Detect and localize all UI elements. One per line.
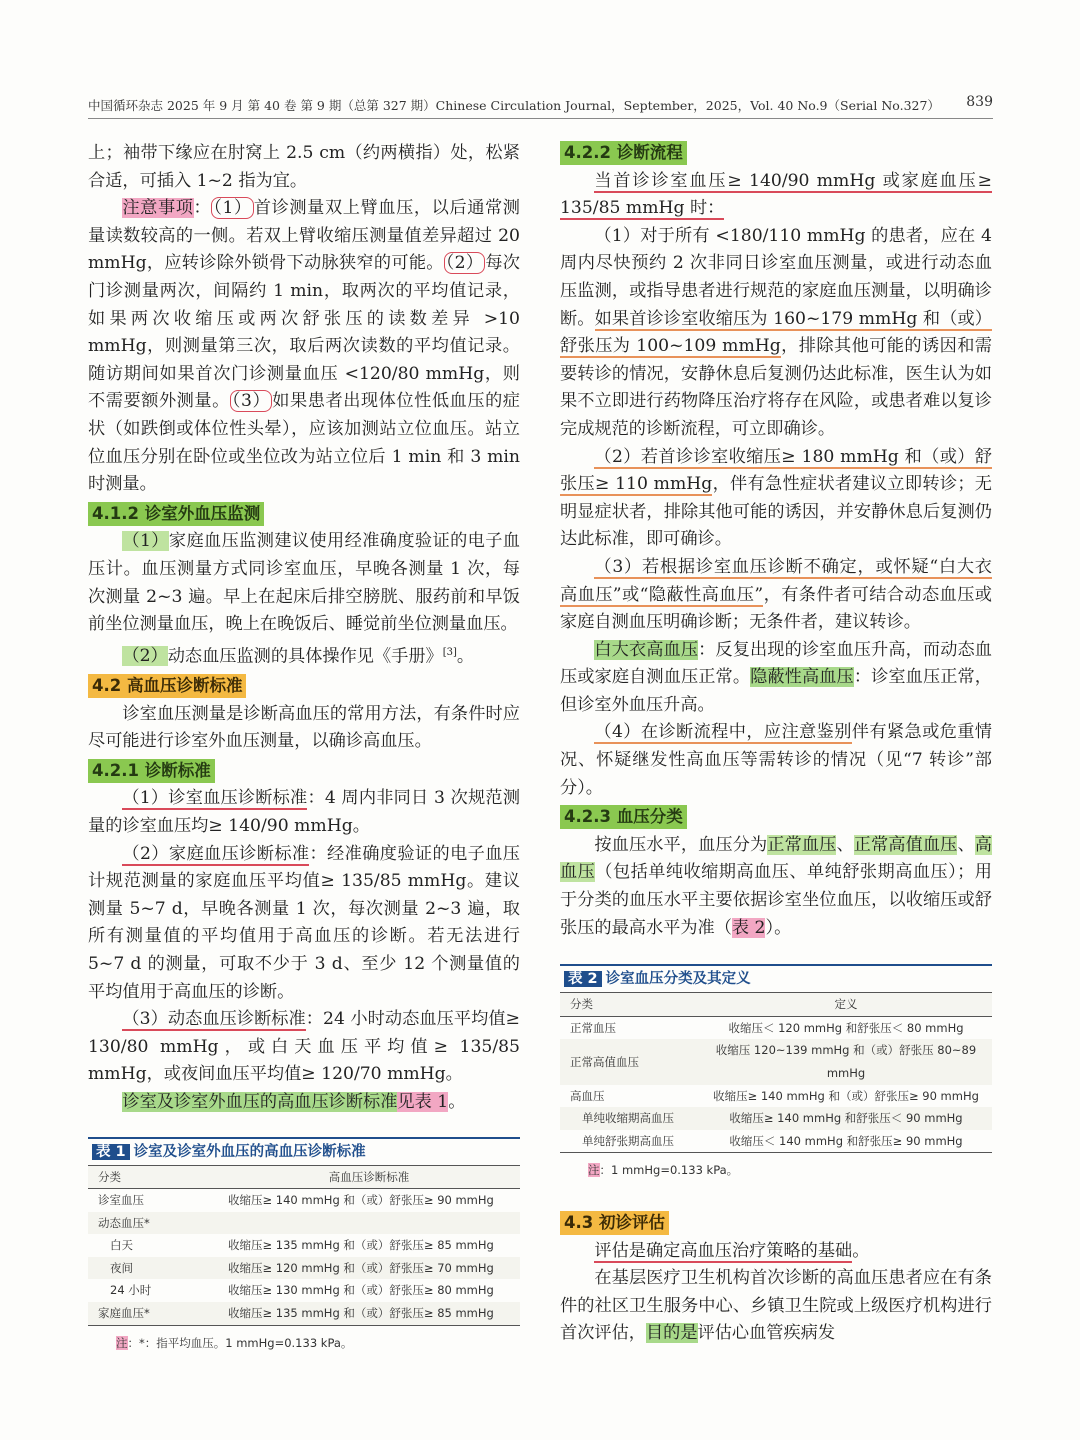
table-note	[88, 1326, 520, 1358]
paragraph	[560, 832, 992, 942]
text: 。	[456, 646, 475, 667]
table-row	[88, 1279, 520, 1302]
table-row	[560, 1085, 992, 1108]
text: ，伴有急性症状者建议立即转诊；无明显症状者，排除其他可能的诱因，并安静休息后复测仍达此标准，即可确诊。	[560, 474, 992, 550]
paragraph	[88, 785, 520, 840]
table-cell: 正常血压	[570, 1020, 616, 1035]
text: 家庭血压监测建议使用经准确度验证的电子血压计。血压测量方式同诊室血压，早晚各测量 1 次，每次测量 2~3 遍。早上在起床后排空膀胱、服药前和早饭前坐位测量血压，晚上在晚饭后、睡觉前坐位测量血压。	[88, 531, 520, 635]
table-caption	[88, 1137, 520, 1165]
paragraph	[88, 528, 520, 638]
left-column	[88, 140, 520, 1357]
term: 隐蔽性高血压	[750, 667, 854, 688]
text: 如果患者出现体位性低血压的症状（如跌倒或体位性头晕），应该加测站立位血压。站立位血压分别在卧位或坐位改为站立位后 1 min 和 3 min 时测量。	[88, 391, 520, 495]
text: 伴有紧急或危重情况、怀疑继发性高血压等需转诊的情况（见“7 转诊”部分）。	[560, 722, 992, 798]
text: 动态血压监测的具体操作见《手册》	[167, 646, 443, 667]
highlight: 诊室及诊室外血压的高血压诊断标准	[122, 1091, 398, 1112]
criterion-label: （2）家庭血压诊断标准	[122, 843, 310, 864]
paragraph: 诊室血压测量是诊断高血压的常用方法，有条件时应尽可能进行诊室外血压测量，以确诊高血压。	[88, 703, 520, 752]
table-row	[560, 1107, 992, 1130]
table	[88, 1165, 520, 1326]
table-cell	[218, 1212, 520, 1235]
underlined-text: （4）在诊断流程中，应注意鉴别	[594, 722, 852, 743]
section-heading-4-3: 4.3 初诊评估	[560, 1211, 669, 1235]
item-number: （1）	[213, 198, 252, 219]
text: ：经准确度验证的电子血压计规范测量的家庭血压平均值≥ 135/85 mmHg。建议测量 5~7 d，早晚各测量 1 次，每次测量 2~3 遍，取所有测量值的平均值用于高血压的诊断。若无法进行 5~7 d 的测量，可取不少于 3 d、至少 12 个测量值的平均值用于高血压的诊断。	[88, 843, 520, 1002]
table-reference: 见表 1	[397, 1091, 449, 1112]
term: 目的是	[645, 1323, 698, 1344]
text: ：诊室血压正常，但诊室外血压升高。	[560, 667, 992, 715]
table-cell: 动态血压*	[88, 1212, 218, 1235]
note-text: ：*：指平均血压。1 mmHg=0.133 kPa。	[127, 1335, 353, 1350]
table-row	[88, 1257, 520, 1280]
column-header: 分类	[560, 993, 700, 1017]
table-cell: 收缩压≥ 135 mmHg 和（或）舒张压≥ 85 mmHg	[218, 1302, 520, 1325]
section-heading-4-2-2: 4.2.2 诊断流程	[560, 141, 687, 165]
text: ，有条件者可结合动态血压或家庭自测血压明确诊断；无条件者，建议转诊。	[560, 584, 992, 633]
table-reference: 表 2	[731, 917, 766, 938]
table-cell: 诊室血压	[98, 1193, 144, 1208]
table-cell: 收缩压≥ 140 mmHg 和舒张压＜ 90 mmHg	[700, 1107, 992, 1130]
table-cell: 高血压	[570, 1088, 605, 1103]
paragraph	[560, 1238, 992, 1266]
table-row	[560, 1016, 992, 1039]
table-row	[88, 1302, 520, 1325]
term: 白大衣高血压	[594, 639, 699, 660]
section-heading-4-2-1: 4.2.1 诊断标准	[88, 759, 215, 783]
table-row	[88, 1212, 520, 1235]
criterion-label: （3）动态血压诊断标准	[122, 1009, 306, 1030]
table-title: 诊室血压分类及其定义	[605, 971, 751, 988]
underlined-text: 当首诊诊室血压≥ 140/90 mmHg 或家庭血压≥ 135/85 mmHg 时：	[560, 170, 992, 219]
text: ，排除其他可能的诱因和需要转诊的情况，安静休息后复测仍达此标准，医生认为如果不立即进行药物降压治疗将存在风险，或患者难以复诊完成规范的诊断流程，可立即确诊。	[560, 336, 992, 439]
table-cell: 收缩压≥ 135 mmHg 和（或）舒张压≥ 85 mmHg	[228, 1238, 494, 1253]
item-number: （2）	[122, 646, 168, 667]
paragraph	[560, 637, 992, 720]
table-row	[88, 1234, 520, 1257]
paragraph	[88, 1006, 520, 1089]
precautions-label: 注意事项	[122, 198, 194, 219]
running-header	[88, 96, 993, 119]
paragraph	[560, 554, 992, 637]
table-title: 诊室及诊室外血压的高血压诊断标准	[133, 1143, 366, 1160]
table-cell: 夜间	[88, 1257, 218, 1280]
paragraph	[88, 639, 520, 671]
item-number: （2）	[445, 253, 484, 274]
paragraph	[560, 444, 992, 554]
table-cell: 家庭血压*	[88, 1302, 218, 1325]
text: 每次门诊测量两次，间隔约 1 min，取两次的平均值记录，如果两次收缩压或两次舒张压的读数差异 >10 mmHg，则测量第三次，取后两次读数的平均值记录。随访期间如果首次门诊测量血压 <120/80 mmHg，则不需要额外测量。	[88, 253, 520, 412]
section-heading-4-2-3: 4.2.3 血压分类	[560, 805, 687, 829]
text: ：4 周内非同日 3 次规范测量的诊室血压均≥ 140/90 mmHg。	[88, 788, 521, 836]
paragraph	[560, 168, 992, 223]
reference: [3]	[442, 646, 457, 658]
table-cell: 收缩压≥ 140 mmHg 和（或）舒张压≥ 90 mmHg	[228, 1193, 494, 1208]
table-row	[560, 1130, 992, 1153]
text: ）。	[765, 917, 792, 938]
text: 按血压水平，血压分为	[594, 834, 768, 855]
table-note	[560, 1153, 992, 1185]
table-cell: 收缩压≥ 140 mmHg 和（或）舒张压≥ 90 mmHg	[713, 1088, 979, 1103]
underlined-text: 评估是确定高血压治疗策略的基础	[594, 1240, 853, 1261]
table-row	[88, 1189, 520, 1212]
text: 评估心血管疾病发	[697, 1323, 836, 1344]
table-1	[88, 1137, 520, 1358]
text: ：24 小时动态血压平均值≥ 130/80 mmHg，或白天血压平均值≥ 135/85 mmHg，或夜间血压平均值≥ 120/70 mmHg。	[88, 1009, 520, 1085]
table-cell: 收缩压＜ 140 mmHg 和舒张压≥ 90 mmHg	[700, 1130, 992, 1153]
section-heading-4-2: 4.2 高血压诊断标准	[88, 674, 246, 698]
table-cell: 收缩压＜ 120 mmHg 和舒张压＜ 80 mmHg	[728, 1020, 964, 1035]
colon: ：	[193, 198, 212, 219]
text: （包括单纯收缩期高血压、单纯舒张期高血压）；用于分类的血压水平主要依据诊室坐位血压，以收缩压或舒张压的最高水平为准（	[560, 862, 992, 938]
section-heading-4-1-2: 4.1.2 诊室外血压监测	[88, 502, 264, 526]
paragraph-precautions	[88, 195, 520, 499]
text: 在基层医疗卫生机构首次诊断的高血压患者应在有条件的社区卫生服务中心、乡镇卫生院或上级医疗机构进行首次评估，	[560, 1268, 992, 1344]
text: 。	[852, 1240, 870, 1261]
note-text: ：1 mmHg=0.133 kPa。	[599, 1163, 739, 1178]
text: ：反复出现的诊室血压升高，而动态血压或家庭自测血压正常。	[560, 639, 992, 688]
table-row	[560, 1039, 992, 1084]
paragraph: 上；袖带下缘应在肘窝上 2.5 cm（约两横指）处，松紧合适，可插入 1~2 指为宜。	[88, 143, 520, 191]
term: 正常血压	[767, 834, 837, 855]
journal-citation: 中国循环杂志 2025 年 9 月 第 40 卷 第 9 期（总第 327 期）Chinese Circulation Journal，September，2025，Vol. 40 No.9（Serial No.327）	[88, 98, 940, 113]
table-2	[560, 964, 992, 1185]
right-column	[560, 140, 992, 1348]
item-number: （3）	[231, 391, 271, 412]
page-number: 839	[966, 94, 993, 110]
paragraph	[88, 1089, 520, 1117]
table-caption	[560, 964, 992, 992]
table-cell: 收缩压≥ 120 mmHg 和（或）舒张压≥ 70 mmHg	[218, 1257, 520, 1280]
table-label: 表 1	[92, 1144, 130, 1160]
item-number: （1）	[122, 531, 169, 552]
text: 、	[957, 834, 975, 855]
table-cell: 白天	[110, 1238, 133, 1253]
text: 首诊测量双上臂血压，以后通常测量读数较高的一侧。若双上臂收缩压测量值差异超过 20 mmHg，应转诊除外锁骨下动脉狭窄的可能。	[88, 198, 520, 274]
table-cell: 正常高值血压	[560, 1039, 700, 1084]
underlined-text: （3）若根据诊室血压诊断不确定，或怀疑“白大衣高血压”或“隐蔽性高血压”	[560, 556, 992, 605]
text: （1）对于所有 <180/110 mmHg 的患者，应在 4 周内尽快预约 2 次非同日诊室血压测量，或进行动态血压监测，或指导患者进行规范的家庭血压测量，以明确诊断。	[560, 225, 992, 329]
note-key: 注	[116, 1335, 128, 1350]
table-cell: 24 小时	[110, 1283, 152, 1298]
underlined-text: 如果首诊诊室收缩压为 160~179 mmHg 和（或）舒张压为 100~109 mmHg	[560, 308, 992, 357]
column-header: 高血压诊断标准	[218, 1165, 520, 1189]
text: 。	[448, 1091, 466, 1112]
table-cell: 单纯舒张期高血压	[560, 1130, 700, 1153]
underlined-text: （2）若首诊诊室收缩压≥ 180 mmHg 和（或）舒张压≥ 110 mmHg	[560, 446, 992, 495]
column-header: 分类	[88, 1165, 218, 1189]
table	[560, 992, 992, 1153]
paragraph	[560, 719, 992, 802]
table-label: 表 2	[564, 971, 602, 987]
note-key: 注	[588, 1163, 600, 1178]
table-cell: 收缩压≥ 130 mmHg 和（或）舒张压≥ 80 mmHg	[228, 1283, 494, 1298]
paragraph	[560, 1265, 992, 1348]
column-header: 定义	[700, 993, 992, 1017]
term: 高血压	[560, 834, 992, 883]
criterion-label: （1）诊室血压诊断标准	[122, 788, 308, 809]
paragraph	[560, 223, 992, 444]
text: 、	[836, 834, 854, 855]
table-cell: 收缩压 120~139 mmHg 和（或）舒张压 80~89 mmHg	[700, 1039, 992, 1084]
paragraph	[88, 841, 520, 1007]
term: 正常高值血压	[853, 834, 958, 855]
table-cell: 单纯收缩期高血压	[560, 1107, 700, 1130]
